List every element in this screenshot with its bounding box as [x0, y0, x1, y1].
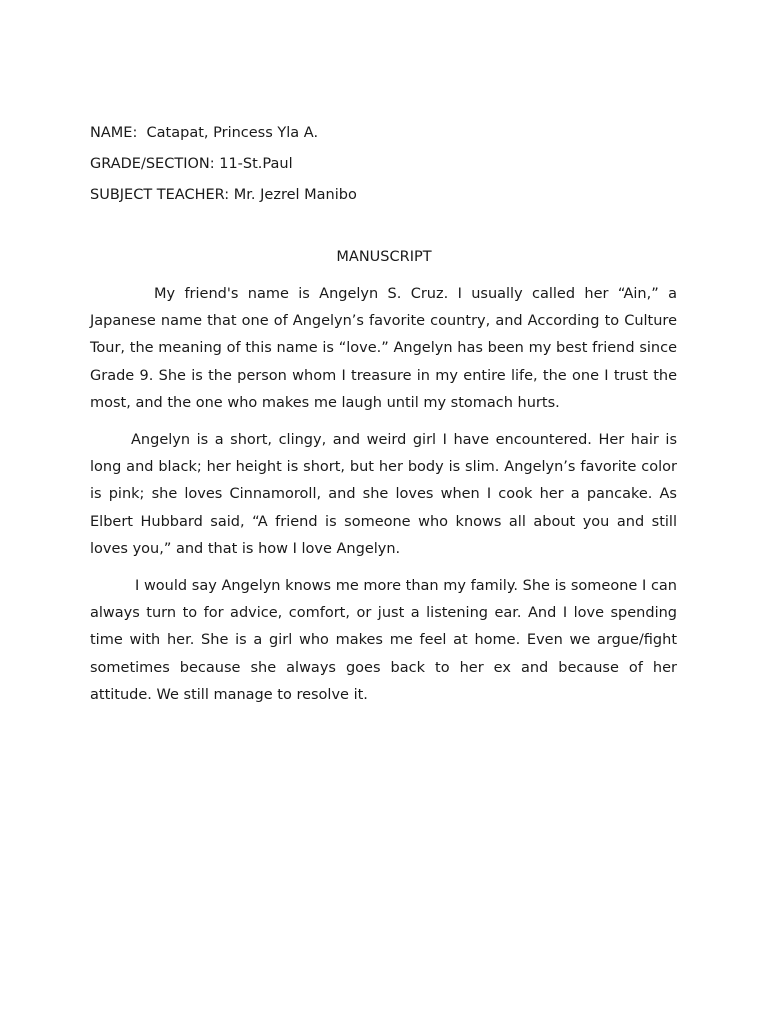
grade-section: GRADE/SECTION: 11-St.Paul — [90, 156, 293, 172]
document-title: MANUSCRIPT — [336, 249, 432, 265]
paragraph-1: My friend's name is Angelyn S. Cruz. I usually called her “Ain,” a Japanese name that one of Angelyn’s favorite country, and According to Culture Tour, the meaning of this name is “love.” Angelyn has been my best friend since Grade 9. She is the person whom I treasure in my entire life, the one I trust the most, and the one who makes me laugh until my stomach hurts. — [90, 286, 677, 411]
paragraph-3: I would say Angelyn knows me more than my family. She is someone I can always turn to for advice, comfort, or just a listening ear. And I love spending time with her. She is a girl who makes me feel at home. Even we argue/fight sometimes because she always goes back to her ex and because of her attitude. We still manage to resolve it. — [90, 578, 677, 703]
paragraph-2: Angelyn is a short, clingy, and weird girl I have encountered. Her hair is long and black; her height is short, but her body is slim. Angelyn’s favorite color is pink; she loves Cinnamoroll, and she loves when I cook her a pancake. As Elbert Hubbard said, “A friend is someone who knows all about you and still loves you,” and that is how I love Angelyn. — [90, 432, 677, 557]
student-name: NAME: Catapat, Princess Yla A. — [90, 125, 319, 141]
subject-teacher: SUBJECT TEACHER: Mr. Jezrel Manibo — [90, 187, 357, 203]
document-body — [90, 281, 677, 719]
